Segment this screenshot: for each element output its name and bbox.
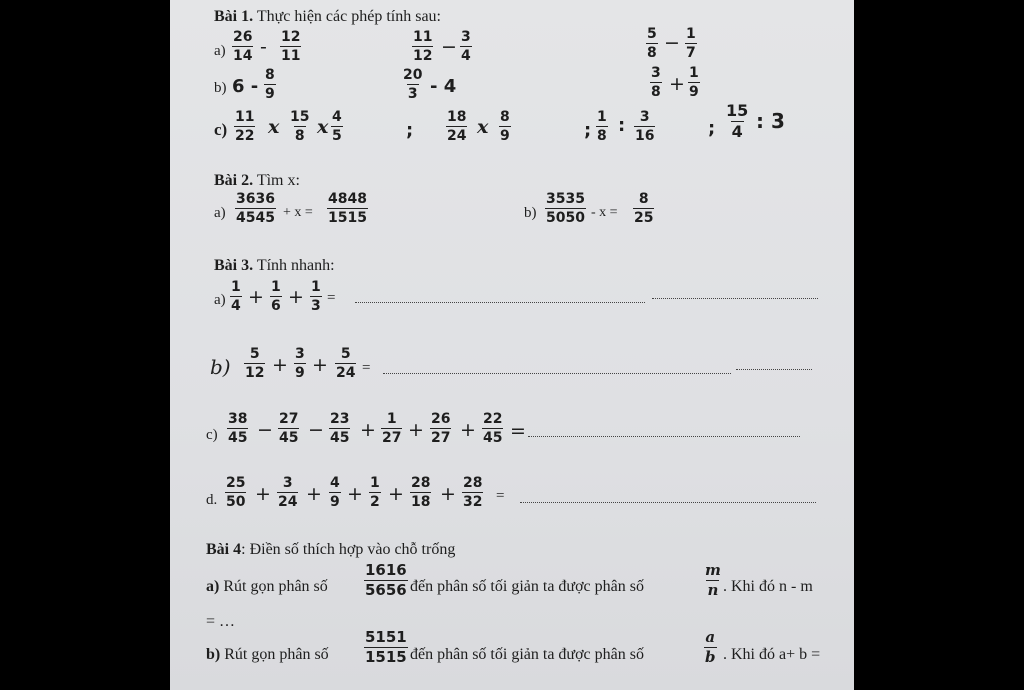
fraction: $\frac{28}{32}$: [463, 475, 483, 510]
fraction: $\frac{5}{12}$: [245, 346, 265, 381]
operator: +: [347, 483, 363, 505]
answer-blank[interactable]: [383, 373, 731, 374]
separator: ;: [584, 120, 592, 141]
fraction: $\frac{5}{24}$: [336, 346, 356, 381]
operator: x: [268, 116, 280, 138]
expression-term: - 4: [430, 76, 457, 97]
ex3-part-c-label: c): [206, 427, 218, 443]
fraction: $\frac{8}{25}$: [634, 191, 654, 226]
exercise-2-title: [214, 172, 300, 190]
fraction: $\frac{28}{18}$: [411, 475, 431, 510]
fraction: $\frac{15}{4}$: [726, 101, 749, 141]
fraction: $\frac{22}{45}$: [483, 411, 503, 446]
variable-fraction: $\frac{a}{b}$: [705, 628, 716, 666]
fraction: $\frac{1}{9}$: [689, 65, 699, 100]
exercise-2-number: Bài 2.: [214, 172, 254, 189]
fraction: $\frac{3}{4}$: [461, 29, 471, 64]
fraction: $\frac{1}{4}$: [231, 279, 241, 314]
fraction: $\frac{3}{9}$: [295, 346, 305, 381]
fraction: $\frac{1616}{5656}$: [365, 561, 407, 599]
fraction: $\frac{27}{45}$: [279, 411, 299, 446]
exercise-2-instruction: Tìm x:: [253, 172, 300, 189]
operator: +: [408, 419, 424, 441]
exercise-1-instruction: Thực hiện các phép tính sau:: [253, 8, 441, 25]
fraction: $\frac{23}{45}$: [330, 411, 350, 446]
fraction: $\frac{3}{16}$: [635, 109, 655, 144]
operator: :: [618, 115, 626, 136]
fraction: $\frac{1}{2}$: [370, 475, 380, 510]
equals-sign: =: [362, 360, 371, 376]
ex1-part-c-label: c): [214, 120, 228, 139]
ex1-part-b-label: b): [214, 80, 227, 96]
exercise-3-number: Bài 3.: [214, 257, 254, 274]
fraction: $\frac{5151}{1515}$: [365, 628, 407, 666]
ex4-a-end-text: . Khi đó n - m: [723, 578, 813, 595]
operator: +: [460, 419, 476, 441]
exercise-3-instruction: Tính nhanh:: [253, 257, 335, 274]
expression-term: : 3: [756, 109, 785, 133]
fraction: $\frac{15}{8}$: [290, 109, 310, 144]
fraction: $\frac{25}{50}$: [226, 475, 246, 510]
operator: +: [312, 354, 328, 376]
ex4-a-text: Rút gọn phân số: [219, 578, 328, 595]
fraction: $\frac{11}{22}$: [235, 109, 255, 144]
exercise-4-title: [206, 541, 455, 559]
fraction: $\frac{26}{14}$: [233, 29, 253, 64]
answer-blank[interactable]: [528, 436, 800, 437]
fraction: $\frac{3535}{5050}$: [546, 191, 585, 226]
operator: +: [248, 286, 264, 308]
ex4-b-middle-text: đến phân số tối giản ta được phân số: [410, 646, 644, 663]
ex4-part-a-text-start: [206, 578, 328, 596]
exercise-1-title: [214, 8, 441, 26]
ex4-part-b-label: b): [206, 646, 221, 663]
ex4-a-answer-blank[interactable]: = …: [206, 613, 236, 630]
operator: −: [441, 36, 457, 58]
answer-blank[interactable]: [520, 502, 816, 503]
operator: +: [272, 354, 288, 376]
exercise-4-number: Bài 4: [206, 541, 242, 558]
equation-operator: - x =: [591, 205, 618, 220]
operator: −: [664, 32, 680, 54]
fraction: $\frac{4}{9}$: [330, 475, 340, 510]
equals-sign: =: [327, 290, 336, 306]
exercise-1-number: Bài 1.: [214, 8, 254, 25]
ex4-a-middle-text: đến phân số tối giản ta được phân số: [410, 578, 644, 595]
fraction: $\frac{26}{27}$: [431, 411, 451, 446]
fraction: $\frac{12}{11}$: [281, 29, 301, 64]
fraction: $\frac{5}{8}$: [647, 26, 657, 61]
ex1-part-a-label: a): [214, 43, 226, 59]
fraction: $\frac{20}{3}$: [403, 67, 423, 102]
worksheet-page: [170, 0, 854, 690]
ex3-part-d-label: d.: [206, 492, 218, 508]
fraction: $\frac{3636}{4545}$: [236, 191, 275, 226]
operator: x: [477, 116, 489, 138]
fraction: $\frac{8}{9}$: [265, 67, 275, 102]
fraction: $\frac{1}{7}$: [686, 26, 696, 61]
answer-blank[interactable]: [355, 302, 645, 303]
operator: -: [260, 36, 267, 58]
exercise-4-instruction: : Điền số thích hợp vào chỗ trống: [241, 541, 456, 558]
fraction: $\frac{1}{3}$: [311, 279, 321, 314]
ex3-part-a-label: a): [214, 292, 226, 308]
operator: −: [308, 419, 324, 441]
fraction: $\frac{18}{24}$: [447, 109, 467, 144]
ex4-b-end-text: . Khi đó a+ b =: [723, 646, 821, 663]
operator: +: [288, 286, 304, 308]
operator: +: [440, 483, 456, 505]
fraction: $\frac{3}{8}$: [651, 65, 661, 100]
ex2-part-b-label: b): [524, 205, 537, 221]
ex3-part-b-label: b): [210, 355, 231, 379]
exercise-3-title: [214, 257, 335, 275]
fraction: $\frac{4}{5}$: [332, 109, 342, 144]
fraction: $\frac{1}{27}$: [382, 411, 402, 446]
fraction: $\frac{3}{24}$: [278, 475, 298, 510]
fraction: $\frac{11}{12}$: [413, 29, 433, 64]
ex2-part-a-label: a): [214, 205, 226, 221]
fraction: $\frac{38}{45}$: [228, 411, 248, 446]
equals-sign: =: [510, 420, 526, 442]
operator: +: [255, 483, 271, 505]
variable-fraction: $\frac{m}{n}$: [705, 561, 721, 599]
operator: +: [306, 483, 322, 505]
fraction: $\frac{1}{8}$: [597, 109, 607, 144]
operator: +: [388, 483, 404, 505]
operator: +: [669, 73, 685, 95]
answer-blank[interactable]: [652, 298, 818, 299]
ex4-part-b-text-start: [206, 646, 329, 664]
fraction: $\frac{1}{6}$: [271, 279, 281, 314]
equation-operator: + x =: [283, 205, 313, 220]
fraction: $\frac{8}{9}$: [500, 109, 510, 144]
operator: +: [360, 419, 376, 441]
separator: ;: [406, 120, 414, 141]
ex4-b-text: Rút gọn phân số: [220, 646, 329, 663]
expression-term: 6 -: [232, 76, 259, 97]
answer-blank[interactable]: [736, 369, 812, 370]
ex4-part-a-label: a): [206, 578, 220, 595]
fraction: $\frac{4848}{1515}$: [328, 191, 367, 226]
separator: ;: [708, 118, 716, 139]
operator: x: [317, 116, 329, 138]
operator: −: [257, 419, 273, 441]
equals-sign: =: [496, 488, 505, 504]
